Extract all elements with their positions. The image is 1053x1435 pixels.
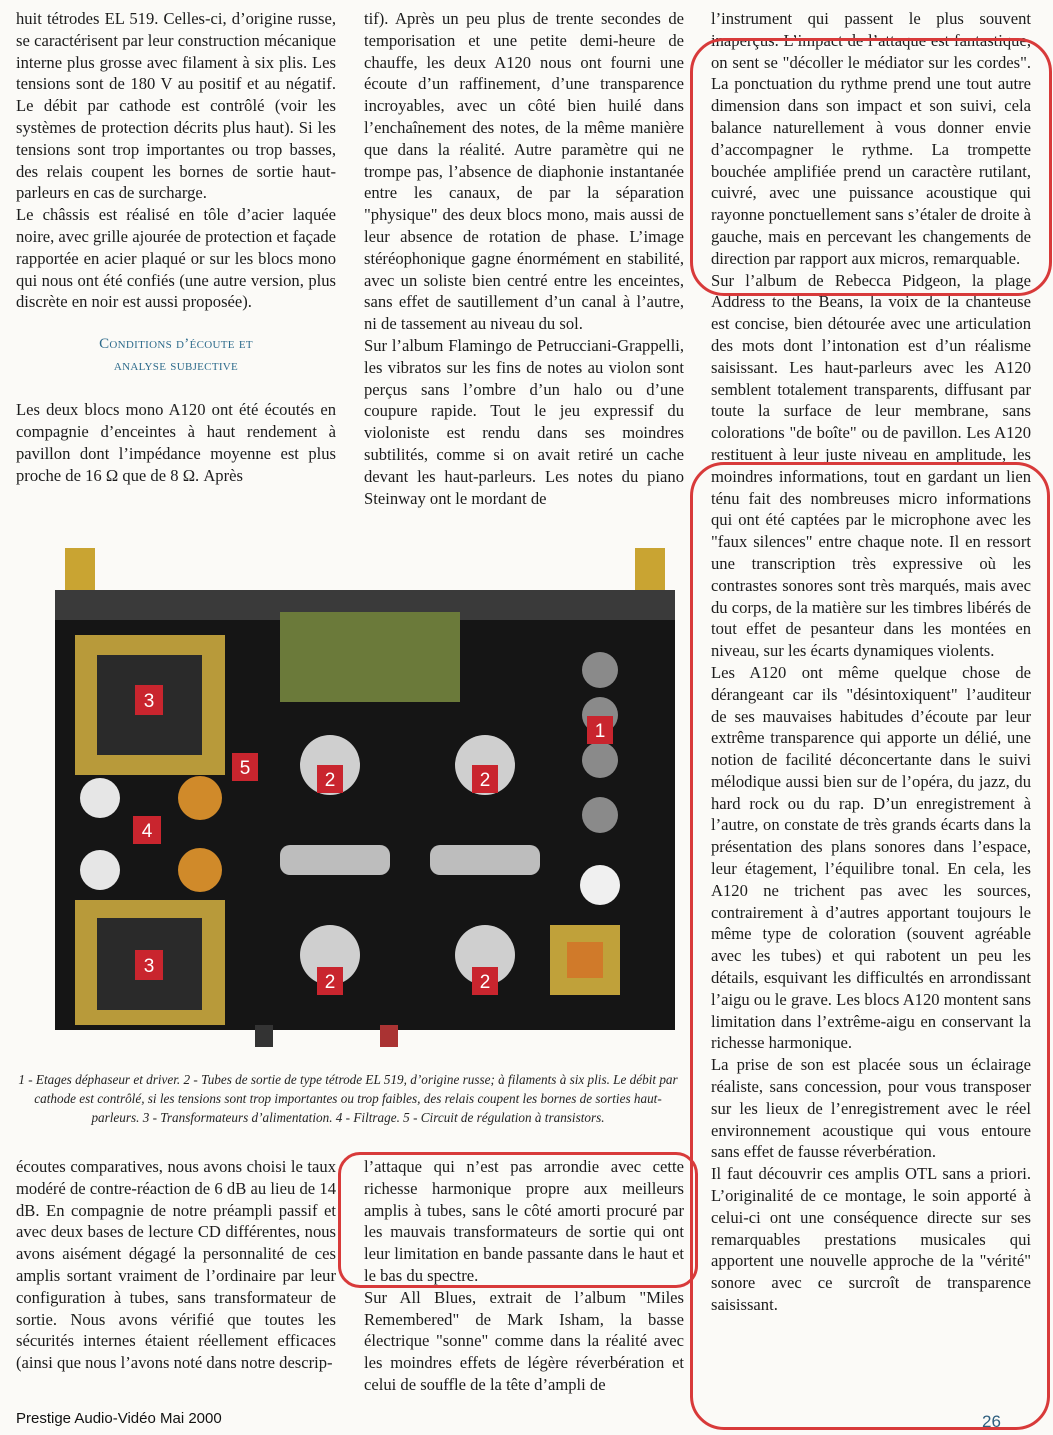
svg-text:2: 2: [324, 770, 336, 791]
photo-caption: 1 - Etages déphaseur et driver. 2 - Tubes de sortie de type tétrode EL 519, d’origine russe; à filaments à six plis. Le débit par cathode est contrôlé, si les tensions sont trop importantes ou trop faibles, des relais coupent les bornes de sorties haut-parleurs. 3 - Transformateurs d’alimentation. 4 - Filtrage. 5 - Circuit de régulation à transistors.: [18, 1072, 678, 1125]
annotation-circle-top-right: [690, 38, 1052, 296]
driver-tube: [582, 652, 618, 688]
connector: [255, 1025, 273, 1047]
svg-text:2: 2: [479, 972, 491, 993]
paragraph: Les deux blocs mono A120 ont été écoutés en compagnie d’enceintes à haut rendement à pavillon dont l’impédance moyenne est plus proche de 16 Ω que de 8 Ω. Après: [16, 400, 336, 485]
paragraph: Sur l’album de Rebecca Pidgeon, la plage Address to the Beans, la voix de la chanteuse est concise, bien détourée avec une articulation des mots dont l’intonation est d’un réalisme saisissant. Les haut-parleurs avec les A120 semblent totalement transparents, diffusant par toute la surface de leur membrane, sans colorations "de boîte" ou de pavillon. Les A120 restituent à leur juste niveau en amplitude, les moindres informations, tout en gardant un lien ténu fait des nombreuses micro informations qui ont été captées par le microphone avec les "faux silences" entre chaque note. Il en ressort une transcription très expressive où les contrastes sonores sont très marqués, mais avec du corps, de la matière sur les timbres libérés de tout effet de pesanteur dans les montées en niveau, sur les écarts dynamiques violents.: [711, 270, 1031, 661]
label-3: [135, 950, 163, 980]
annotation-circle-right: [690, 462, 1050, 1430]
section-heading-line2: analyse subjective: [113, 358, 239, 375]
paragraph: Le châssis est réalisé en tôle d’acier laquée noire, avec grille ajourée de protection et façade rapportée en acier plaqué or sur les blocs mono qui nous ont été confiés (une autre version, plus discrète en noir est aussi proposée).: [16, 205, 336, 312]
driver-tube: [580, 865, 620, 905]
section-heading-line1: Conditions d’écoute et: [99, 336, 253, 353]
paragraph: l’instrument qui passent le plus souvent inaperçus. L’impact de l’attaque est fantastique, on sent se "décoller le médiator sur les cordes". La ponctuation du rythme prend une tout autre dimension dans son impact et son suivi, cela balance naturellement à vous donner envie d’accompagner le rythme. La trompette bouchée amplifiée prend un caractère rutilant, cuivré, avec une puissance acoustique qui rayonne ponctuellement sans s’étaler de droite à gauche, mais en percevant les changements de direction par rapport aux micros, remarquable.: [711, 9, 1031, 268]
middle-column-top: [364, 8, 684, 509]
label-3: [135, 685, 163, 715]
label-2: [317, 967, 343, 995]
driver-tube: [582, 797, 618, 833]
paragraph: tif). Après un peu plus de trente secondes de temporisation et une petite demi-heure de chauffe, les deux A120 nous ont fourni une écoute d’un raffinement, d’une transparence incroyables, avec un côté bien huilé dans l’enchaînement des notes, de la même manière que dans la réalité. Autre paramètre qui ne trompe pas, l’absence de diaphonie instantanée entre les canaux, de par la séparation "physique" des deux blocs mono, mais aussi de leur absence de rotation de phase. L’image stéréophonique gagne énormément en stabilité, avec un soliste bien centré entre les enceintes, sans effet de sautillement d’un canal à l’autre, ni de tassement au niveau du sol.: [364, 9, 684, 334]
svg-text:3: 3: [143, 691, 155, 712]
paragraph: Les A120 ont même quelque chose de dérangeant car ils "désintoxiquent" l’auditeur de ses mauvaises habitudes d’écoute par leur extrême transparence qui apporte un délié, une notion de facilité déconcertante dans le suivi mélodique aussi bien sur de l’opéra, du jazz, du hard rock ou du rap. D’un enregistrement à l’autre, on constate de très grands écarts dans la présentation des plans sonores dans l’espace, leur étagement, l’équilibre tonal. En cela, les A120 ne trichent pas avec les sources, contrairement à d’autres apportant toujours le même type de coloration (souvent agréable avec les tubes) et qui rabotent un peu les détails, esquivant les difficultés en arrondissant l’aigu ou le grave. Les blocs A120 montent sans limitation dans l’extrême-aigu en conservant la richesse harmonique.: [711, 662, 1031, 1053]
publication-footer: Prestige Audio-Vidéo Mai 2000: [16, 1410, 222, 1427]
left-column-top: [16, 8, 336, 486]
horizontal-tube: [430, 845, 540, 875]
label-2: [472, 967, 498, 995]
paragraph: La prise de son est placée sous un éclairage réaliste, sans concession, pour vous transposer sur les lieux de l’enregistrement avec le réel environnement acoustique qui vous entoure sans effet de fausse réverbération.: [711, 1055, 1031, 1162]
svg-text:2: 2: [479, 770, 491, 791]
capacitor: [178, 848, 222, 892]
svg-text:4: 4: [141, 821, 153, 842]
svg-text:1: 1: [594, 721, 606, 742]
paragraph: l’attaque qui n’est pas arrondie avec cette richesse harmonique propre aux meilleurs amplis à tubes, sans le côté amorti procuré par les mauvais transformateurs de sortie qui ont leur limitation en bande passante dans le haut et le bas du spectre.: [364, 1157, 684, 1285]
capacitor: [80, 850, 120, 890]
amplifier-photo: [55, 540, 675, 1060]
label-4: [133, 816, 161, 844]
paragraph: huit tétrodes EL 519. Celles-ci, d’origine russe, se caractérisent par leur construction mécanique interne plus grosse avec filament à six plis. Les tensions sont de 180 V au positif et au négatif. Le débit par cathode est contrôlé (voir les systèmes de protection décrits plus haut). Si les tensions sont trop importantes ou trop basses, des relais coupent les bornes de sortie haut-parleurs en cas de surcharge.: [16, 9, 336, 203]
capacitor: [80, 778, 120, 818]
left-column-bottom: [16, 1156, 336, 1374]
svg-text:3: 3: [143, 956, 155, 977]
section-heading: [16, 333, 336, 377]
label-5: [232, 753, 258, 781]
amplifier-chassis-illustration: [55, 540, 675, 1060]
paragraph: écoutes comparatives, nous avons choisi le taux modéré de contre-réaction de 6 dB au lieu de 14 dB. En compagnie de notre préampli passif et avec deux bases de lecture CD différentes, nous avons aisément dégagé la personnalité de ces amplis sortant vraiment de l’ordinaire par leur configuration à tubes, sans transformateur de sortie. Nous avons vérifié que toutes les sécurités internes étaient réellement efficaces (ainsi que nous l’avons noté dans notre descrip-: [16, 1157, 336, 1373]
capacitor: [178, 776, 222, 820]
svg-text:2: 2: [324, 972, 336, 993]
horizontal-tube: [280, 845, 390, 875]
connector: [380, 1025, 398, 1047]
page-number: 26: [982, 1412, 1001, 1431]
annotation-circle-middle-bottom: [338, 1152, 698, 1288]
label-2: [472, 765, 498, 793]
circuit-board: [280, 612, 460, 702]
paragraph: Sur l’album Flamingo de Petrucciani-Grappelli, les vibratos sur les fins de notes au violon sont perçus sans l’ombre d’un halo ou d’une coupure rapide. Tout le jeu expressif du violoniste est rendu dans ses moindres subtilités, comme si on avait retiré un cache devant les haut-parleurs. Les notes du piano Steinway ont le mordant de: [364, 335, 684, 508]
driver-tube: [582, 742, 618, 778]
svg-text:5: 5: [239, 758, 251, 779]
small-transformer-coil: [567, 942, 603, 978]
label-1: [587, 716, 613, 744]
label-2: [317, 765, 343, 793]
paragraph: Sur All Blues, extrait de l’album "Miles Remembered" de Mark Isham, la basse électrique "sonne" comme dans la réalité avec les moindres effets de légère réverbération et celui de souffle de la tête d’ampli de: [364, 1287, 684, 1394]
paragraph: Il faut découvrir ces amplis OTL sans a priori. L’originalité de ce montage, le soin apporté à celui-ci ont une conséquence directe sur ses remarquables prestations musicales qui apportent une nouvelle approche de la "vérité" sonore avec ce surcroît de transparence saisissant.: [711, 1164, 1031, 1315]
